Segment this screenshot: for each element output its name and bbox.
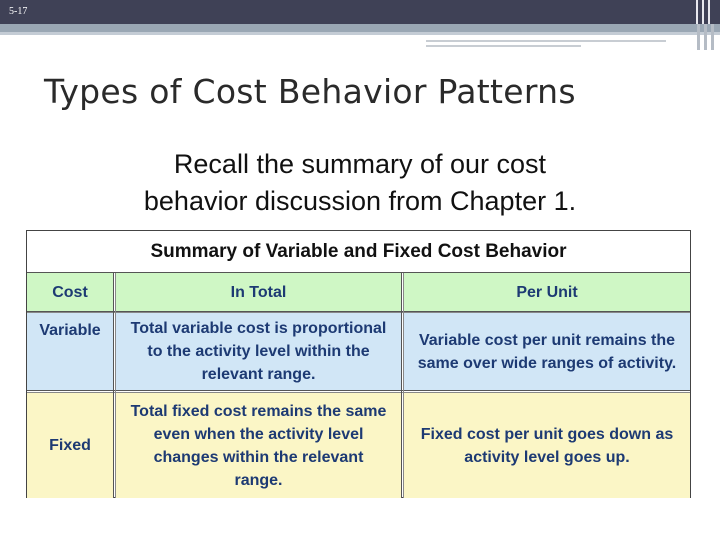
header-cost: Cost xyxy=(27,273,113,311)
subtitle-line: behavior discussion from Chapter 1. xyxy=(143,186,577,216)
row-variable-in-total: Total variable cost is proportional to the activity level within the relevant range. xyxy=(116,313,401,390)
top-bar-stripe xyxy=(702,0,704,24)
decorative-line xyxy=(426,45,581,47)
header-band xyxy=(0,24,720,32)
header-per-unit: Per Unit xyxy=(404,273,690,311)
summary-table xyxy=(26,230,691,498)
table-divider xyxy=(27,390,690,391)
header-in-total: In Total xyxy=(116,273,401,311)
table-divider xyxy=(115,273,116,498)
decorative-line xyxy=(426,40,666,42)
table-divider xyxy=(113,273,114,498)
table-divider xyxy=(27,312,690,313)
top-bar-stripe xyxy=(708,0,710,24)
table-divider xyxy=(403,273,404,498)
header-band-light xyxy=(0,32,720,35)
table-divider xyxy=(27,272,690,273)
slide-subtitle xyxy=(80,146,640,220)
top-bar xyxy=(0,0,720,24)
row-fixed-in-total: Total fixed cost remains the same even when the activity level changes within the relevant range. xyxy=(116,393,401,498)
row-variable-cost: Variable xyxy=(27,313,113,390)
row-variable-per-unit: Variable cost per unit remains the same over wide ranges of activity. xyxy=(404,313,690,390)
table-divider xyxy=(401,273,402,498)
slide-number: 5-17 xyxy=(9,6,28,17)
table-divider xyxy=(27,392,690,393)
top-bar-stripe xyxy=(696,0,698,24)
subtitle-line: Recall the summary of our cost xyxy=(173,149,547,179)
decorative-strip xyxy=(711,24,714,50)
row-fixed-cost: Fixed xyxy=(27,393,113,498)
decorative-strip xyxy=(704,24,707,50)
row-fixed-per-unit: Fixed cost per unit goes down as activity level goes up. xyxy=(404,393,690,498)
summary-table-title: Summary of Variable and Fixed Cost Behavior xyxy=(150,240,567,262)
decorative-strip xyxy=(697,24,700,50)
slide-title: Types of Cost Behavior Patterns xyxy=(44,72,576,111)
